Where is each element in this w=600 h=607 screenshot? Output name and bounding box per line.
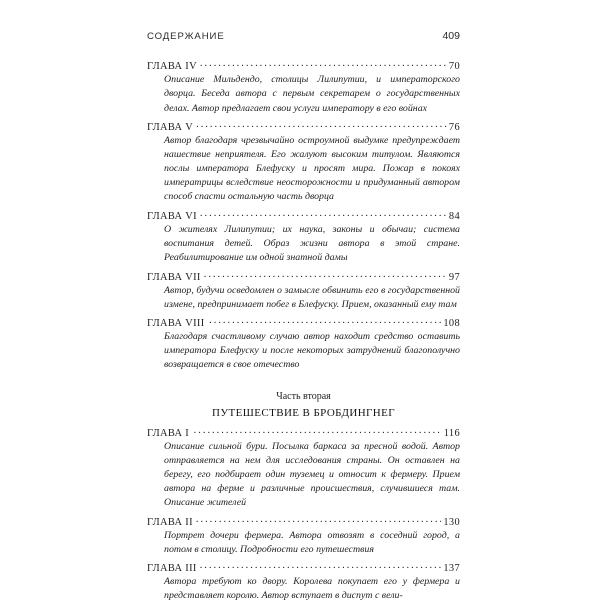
toc-entry-page: 97 xyxy=(448,271,460,283)
running-head xyxy=(147,30,460,42)
dot-leader xyxy=(196,514,441,524)
toc-entry-description: О жителях Лилипутии; их наука, законы и обычаи; система воспитания детей. Образ жизни автора в этой стране. Реабилитирование им одной знатной дамы xyxy=(164,223,460,264)
toc-entry-page: 116 xyxy=(443,427,460,439)
toc-entry-description: Автор благодаря чрезвычайно остроумной выдумке предупреждает нашествие неприятеля. Его жалуют высоким титулом. Являются послы императора Блефуску и просят мира. Пожар в покоях императрицы вследствие неосторожности и придуманный автором способ спасти остальную часть дворца xyxy=(164,135,460,203)
toc-entry-page: 76 xyxy=(448,122,460,134)
toc-entry[interactable] xyxy=(147,514,460,527)
table-of-contents xyxy=(147,56,460,607)
dot-leader xyxy=(196,120,447,130)
toc-entry-description: Описание сильной бури. Посылка баркаса за пресной водой. Автор отправляется на нем для исследования страны. Он оставлен на берегу, его подбирает один туземец и относит к фермеру. Прием автора на ферме и различные происшествия, случившиеся там. Описание жителей xyxy=(164,440,460,509)
toc-entry-page: 108 xyxy=(443,318,460,330)
toc-entry[interactable] xyxy=(147,120,460,133)
part-heading xyxy=(147,390,460,421)
toc-entry-label: ГЛАВА VI xyxy=(147,210,197,222)
toc-entry-label: ГЛАВА VIII xyxy=(147,318,205,330)
dot-leader xyxy=(192,425,442,435)
toc-entry[interactable] xyxy=(147,59,460,72)
toc-entry-page: 70 xyxy=(448,61,460,73)
running-head-title: СОДЕРЖАНИЕ xyxy=(147,31,225,42)
toc-entry-description: Автора требуют ко двору. Королева покупает его у фермера и представляет королю. Автор вступает в диспут с вели- xyxy=(164,576,460,602)
toc-entry-description: Портрет дочери фермера. Автора отвозят в соседний город, а потом в столицу. Подробности его путешествия xyxy=(164,529,460,555)
toc-entry[interactable] xyxy=(147,561,460,574)
toc-entry[interactable] xyxy=(147,425,460,438)
toc-entry-description: Описание Мильдендо, столицы Лилипутии, и императорского дворца. Беседа автора с первым секретарем о государственных делах. Автор предлагает свои услуги императору в его войнах xyxy=(164,74,460,114)
toc-entry-page: 130 xyxy=(443,516,460,528)
toc-entry-description: Благодаря счастливому случаю автор находит средство оставить императора Блефуску и после некоторых затруднений благополучно возвращается в свое отечество xyxy=(164,331,460,371)
dot-leader xyxy=(200,209,447,219)
part-title: ПУТЕШЕСТВИЕ В БРОБДИНГНЕГ xyxy=(211,407,396,420)
dot-leader xyxy=(200,561,442,571)
toc-entry[interactable] xyxy=(147,316,460,329)
toc-entry[interactable] xyxy=(147,209,460,222)
toc-entry-label: ГЛАВА IV xyxy=(147,61,197,73)
dot-leader xyxy=(204,269,447,279)
toc-entry-page: 84 xyxy=(448,210,460,222)
page-number-folio: 409 xyxy=(442,30,460,42)
dot-leader xyxy=(200,59,447,69)
toc-entry-label: ГЛАВА I xyxy=(147,427,190,439)
toc-entry-description: Автор, будучи осведомлен о замысле обвинить его в государственной измене, предпринимает побег в Блефуску. Прием, оказанный ему там xyxy=(164,284,460,310)
part-label: Часть вторая xyxy=(276,391,331,403)
toc-entry-page: 137 xyxy=(443,563,460,575)
toc-entry-label: ГЛАВА II xyxy=(147,516,193,528)
toc-entry-label: ГЛАВА V xyxy=(147,122,194,134)
toc-entry[interactable] xyxy=(147,269,460,282)
toc-entry-label: ГЛАВА VII xyxy=(147,271,201,283)
dot-leader xyxy=(208,316,442,326)
toc-entry-label: ГЛАВА III xyxy=(147,563,197,575)
